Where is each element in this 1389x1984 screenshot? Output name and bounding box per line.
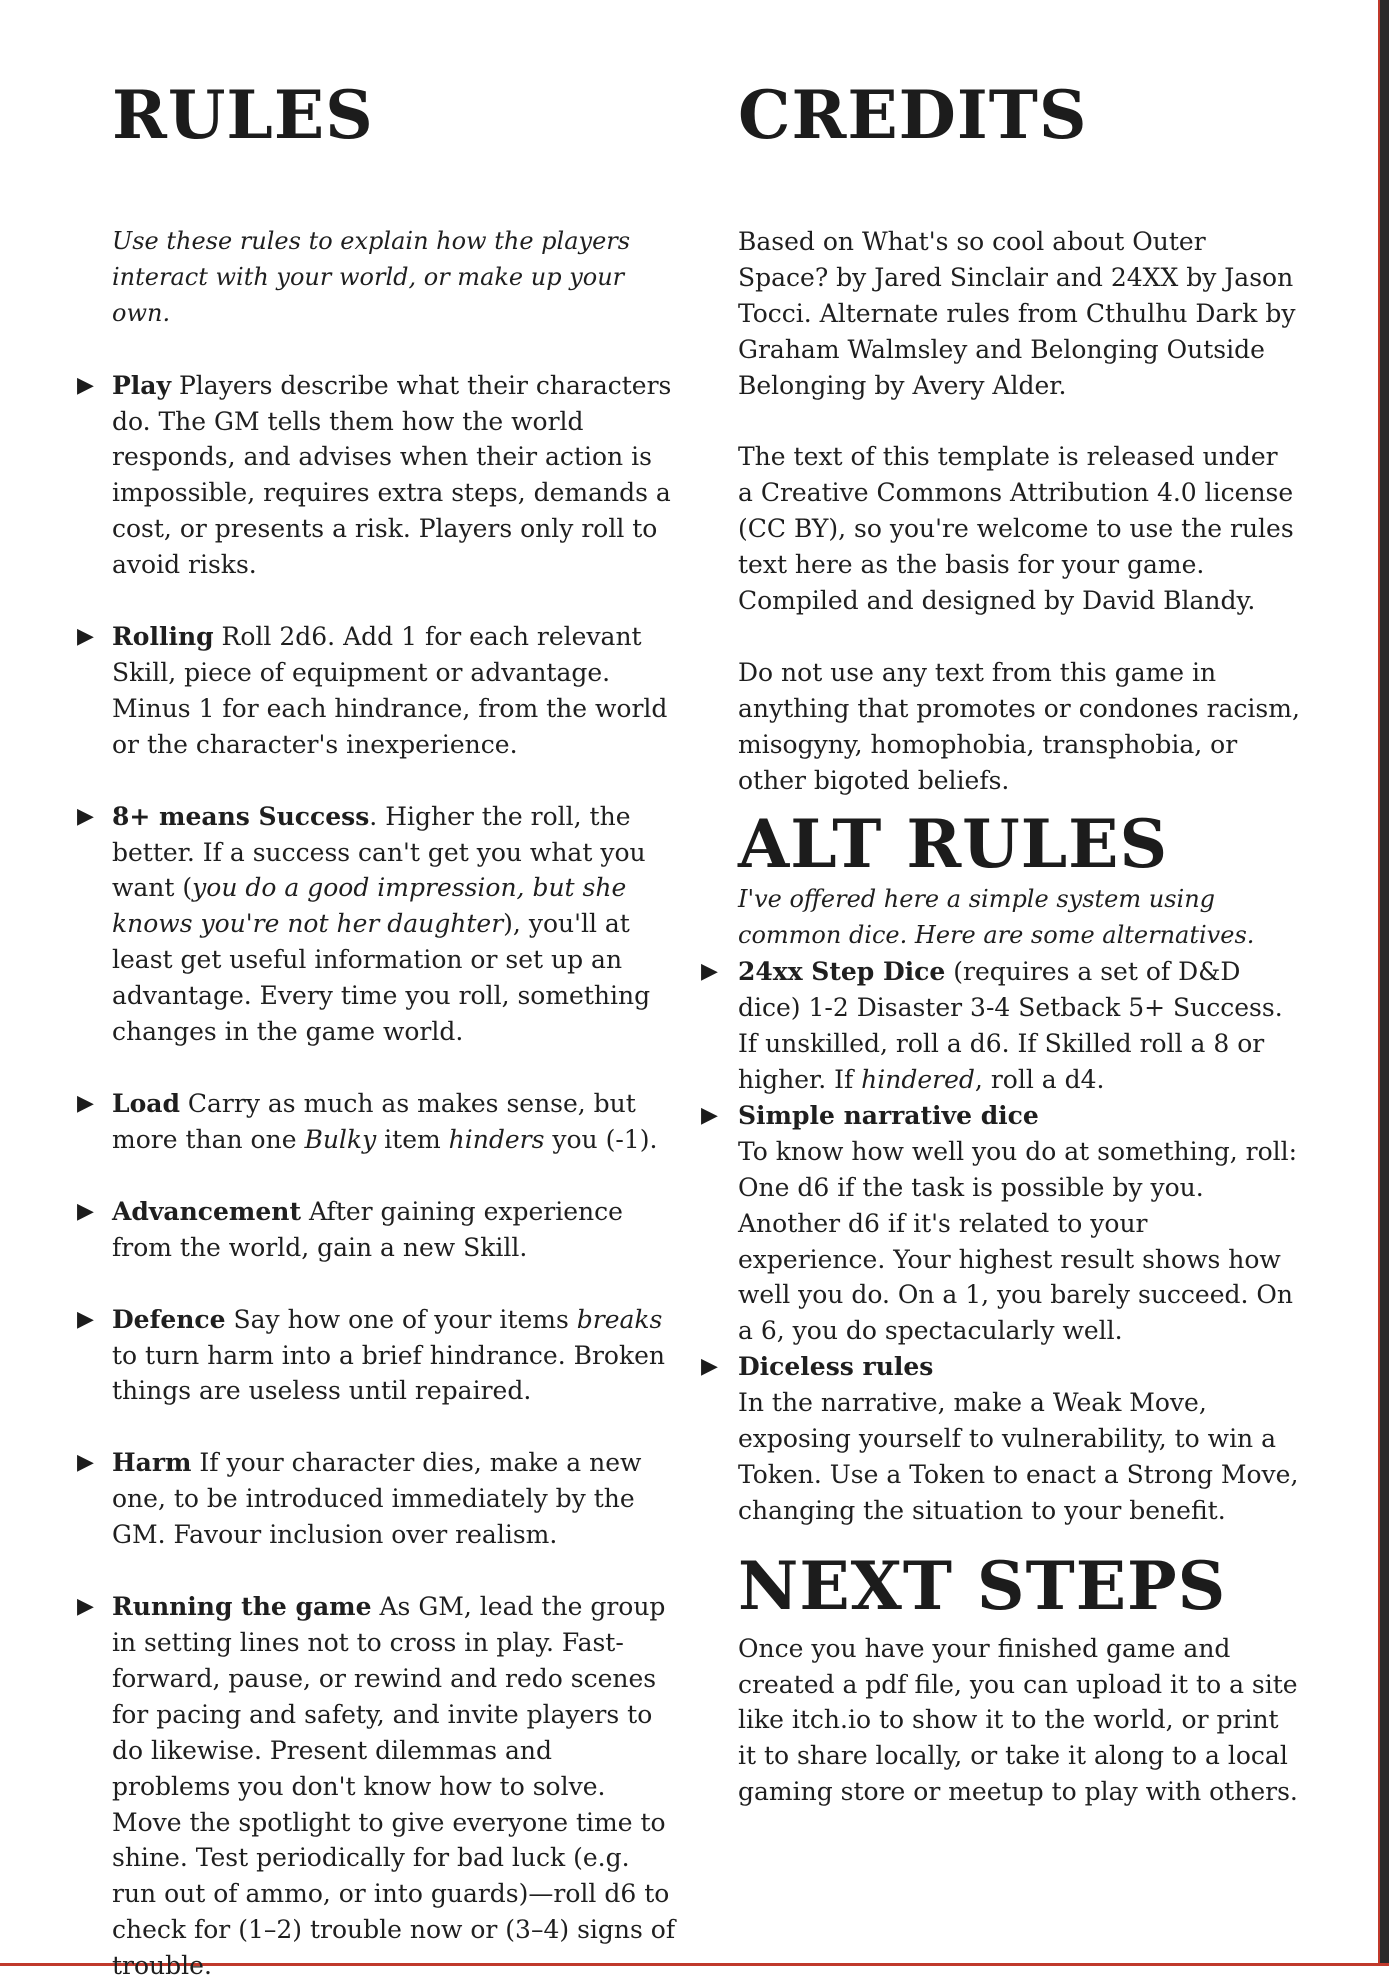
triangle-right-icon: ▶	[77, 1450, 94, 1476]
alt-rule-narrative-dice: ▶ Simple narrative dice To know how well you do at something, roll: One d6 if the task is possible by you. Another d6 if it's related to your experience. Your highest result shows how well you do. On a 1, you barely succeed. On a 6, you do spectacularly well.	[700, 1098, 1300, 1349]
alt-rule-step-dice: ▶ 24xx Step Dice (requires a set of D&D dice) 1-2 Disaster 3-4 Setback 5+ Success. If unskilled, roll a d6. If Skilled roll a 8 or higher. If hindered, roll a d4.	[700, 954, 1300, 1098]
rule-play: ▶ Play Players describe what their characters do. The GM tells them how the world responds, and advises when their action is impossible, requires extra steps, demands a cost, or presents a risk. Players only roll to avoid risks.	[76, 368, 676, 583]
right-page-edge	[1378, 0, 1389, 1966]
triangle-right-icon: ▶	[77, 624, 94, 650]
triangle-right-icon: ▶	[77, 1198, 94, 1224]
triangle-right-icon: ▶	[77, 372, 94, 398]
alt-rule-diceless: ▶ Diceless rules In the narrative, make a Weak Move, exposing yourself to vulnerability, to win a Token. Use a Token to enact a Strong Move, changing the situation to your benefit.	[700, 1349, 1300, 1529]
triangle-right-icon: ▶	[701, 959, 718, 985]
triangle-right-icon: ▶	[701, 1354, 718, 1380]
rules-column	[76, 70, 676, 1984]
rule-running-the-game: ▶ Running the game As GM, lead the group in setting lines not to cross in play. Fast-forward, pause, or rewind and redo scenes for pacing and safety, and invite players to do likewise. Present dilemmas and problems you don't know how to solve. Move the spotlight to give everyone time to shine. Test periodically for bad luck (e.g. run out of ammo, or into guards)—roll d6 to check for (1–2) trouble now or (3–4) signs of trouble.	[76, 1589, 676, 1984]
next-steps-text: Once you have your finished game and created a pdf file, you can upload it to a site like itch.io to show it to the world, or print it to share locally, or take it along to a local gaming store or meetup to play with others.	[738, 1633, 1298, 1807]
triangle-right-icon: ▶	[701, 1102, 718, 1128]
rule-success: ▶ 8+ means Success. Higher the roll, the better. If a success can't get you what you want (you do a good impression, but she knows you're not her daughter), you'll at least get useful information or set up an advantage. Every time you roll, something changes in the game world.	[76, 799, 676, 1050]
rule-advancement: ▶ Advancement After gaining experience from the world, gain a new Skill.	[76, 1194, 676, 1266]
alt-rules-intro: I've offered here a simple system using common dice. Here are some alternatives.	[738, 885, 1255, 950]
triangle-right-icon: ▶	[77, 1306, 94, 1332]
credits-column	[700, 70, 1300, 1810]
rules-intro: Use these rules to explain how the players interact with your world, or make up your own.	[112, 226, 631, 327]
rule-rolling: ▶ Rolling Roll 2d6. Add 1 for each relevant Skill, piece of equipment or advantage. Minus 1 for each hindrance, from the world or the character's inexperience.	[76, 619, 676, 763]
rule-harm: ▶ Harm If your character dies, make a new one, to be introduced immediately by the GM. Favour inclusion over realism.	[76, 1445, 676, 1553]
triangle-right-icon: ▶	[77, 803, 94, 829]
triangle-right-icon: ▶	[77, 1091, 94, 1117]
alt-rules-heading: ALT RULES	[738, 804, 1169, 883]
next-steps-heading: NEXT STEPS	[738, 1546, 1227, 1625]
rule-defence: ▶ Defence Say how one of your items breaks to turn harm into a brief hindrance. Broken things are useless until repaired.	[76, 1302, 676, 1410]
rules-heading: RULES	[112, 76, 374, 154]
credits-para-1: Based on What's so cool about Outer Space? by Jared Sinclair and 24XX by Jason Tocci. Alternate rules from Cthulhu Dark by Graham Walmsley and Belonging Outside Belonging by Avery Alder.	[738, 226, 1296, 400]
credits-para-2: The text of this template is released under a Creative Commons Attribution 4.0 license (CC BY), so you're welcome to use the rules text here as the basis for your game. Compiled and designed by David Blandy.	[738, 442, 1294, 616]
rule-load: ▶ Load Carry as much as makes sense, but more than one Bulky item hinders you (-1).	[76, 1086, 676, 1158]
credits-heading: CREDITS	[738, 76, 1088, 154]
credits-para-3: Do not use any text from this game in anything that promotes or condones racism, misogyny, homophobia, transphobia, or other bigoted beliefs.	[738, 657, 1300, 795]
triangle-right-icon: ▶	[77, 1594, 94, 1620]
